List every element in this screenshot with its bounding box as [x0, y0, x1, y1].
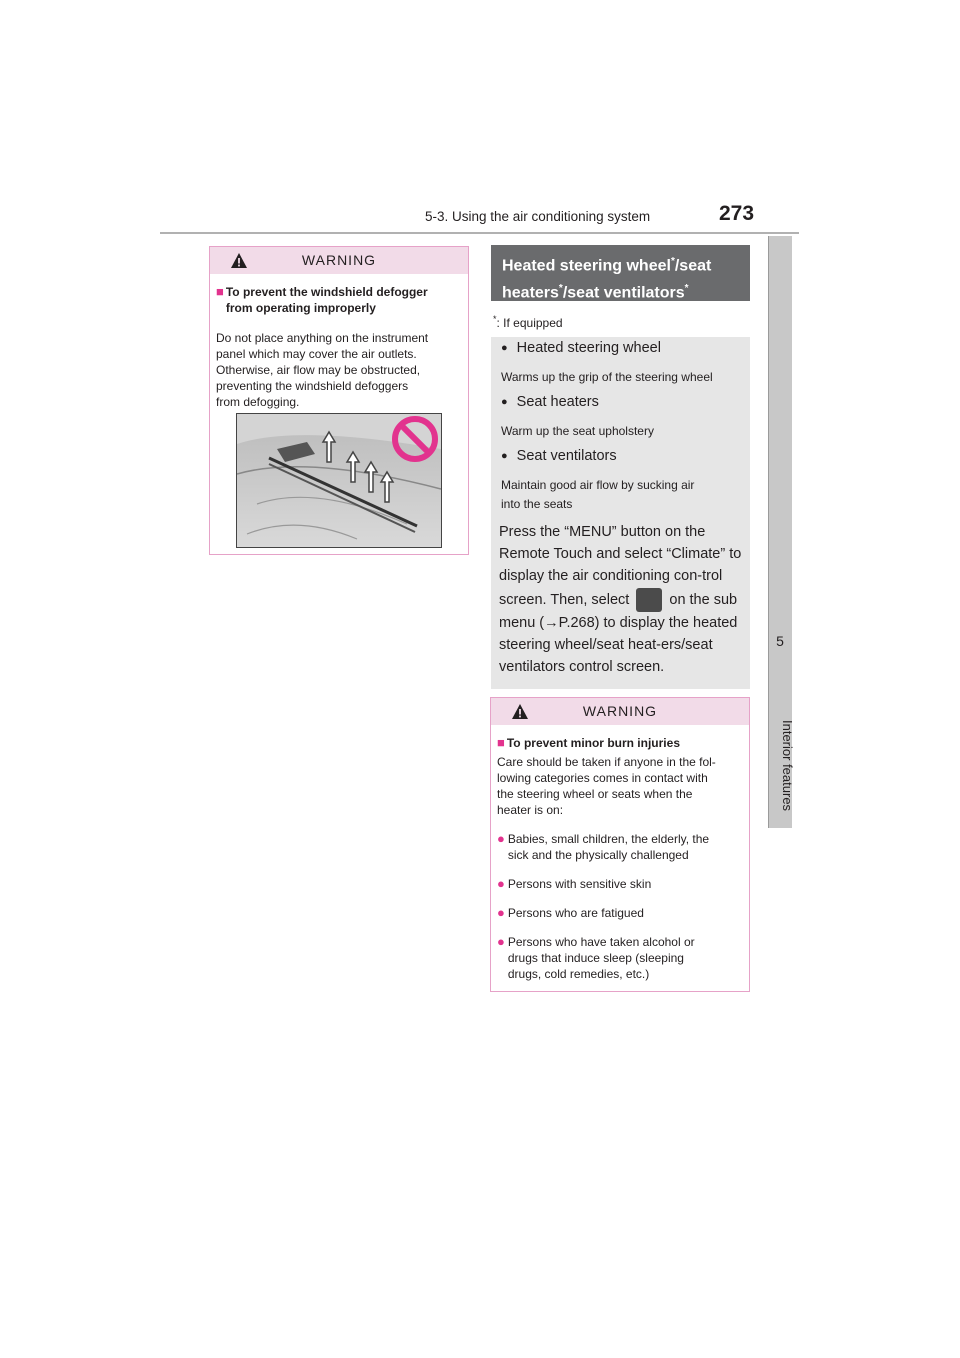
list-item: ● Persons who are fatigued — [497, 905, 644, 920]
chapter-number: 5 — [776, 633, 784, 649]
warning-title: WARNING — [582, 703, 658, 719]
warning-title: WARNING — [301, 252, 377, 268]
square-bullet-icon: ■ — [216, 284, 224, 299]
list-item: ● Babies, small children, the elderly, the sick and the physically challenged — [497, 831, 710, 862]
warning-text: Care should be taken if anyone in the fol- lowing categories comes in contact with the steering wheel or seats when the heater is on: — [497, 755, 716, 817]
list-item: ● Persons who have taken alcohol or drugs that induce sleep (sleeping drugs, cold remedies, etc.) — [497, 934, 695, 981]
header-rule — [160, 232, 799, 234]
bullet-icon: ● — [501, 450, 508, 462]
seat-control-icon — [636, 588, 662, 612]
warning-text: Do not place anything on the instrument panel which may cover the air outlets. Otherwise, air flow may be obstructed, preventing the windshield defoggers from defogging. — [216, 331, 429, 409]
chapter-label: Interior features — [780, 720, 795, 812]
warning-box-burn — [490, 697, 750, 992]
feature-desc: Warms up the grip of the steering wheel — [501, 370, 713, 384]
bullet-icon: ● — [497, 905, 505, 920]
list-item: ● Persons with sensitive skin — [497, 876, 652, 891]
bullet-icon: ● — [501, 396, 508, 408]
warning-subtitle: ■ To prevent minor burn injuries — [497, 735, 680, 750]
dashboard-illustration — [236, 413, 442, 548]
feature-desc: Warm up the seat upholstery — [501, 424, 654, 438]
warning-header — [210, 247, 468, 274]
feature-desc: Maintain good air flow by sucking air into the seats — [501, 478, 695, 511]
page-number: 273 — [719, 202, 755, 225]
feature-seat-ventilators: ● Seat ventilators — [501, 448, 617, 464]
bullet-icon: ● — [497, 831, 505, 846]
bullet-icon: ● — [501, 342, 508, 354]
bullet-icon: ● — [497, 876, 505, 891]
square-bullet-icon: ■ — [497, 735, 505, 750]
warning-header — [491, 698, 749, 725]
section-title: Heated steering wheel*/seat heaters*/seat ventilators* — [502, 256, 712, 302]
instruction-text: Press the “MENU” button on the Remote Touch and select “Climate” to display the air conditioning con-trol screen. Then, select on the sub menu (→P.268) to display the heated steering wheel/seat heat-ers/seat ventilators control screen. — [499, 524, 742, 676]
warning-subtitle: ■ To prevent the windshield defogger from operating improperly — [216, 284, 428, 315]
bullet-icon: ● — [497, 934, 505, 949]
footnote: *: If equipped — [493, 314, 563, 330]
section-header: 5-3. Using the air conditioning system — [425, 209, 651, 224]
feature-heated-steering-wheel: ● Heated steering wheel — [501, 340, 661, 356]
feature-seat-heaters: ● Seat heaters — [501, 394, 599, 410]
